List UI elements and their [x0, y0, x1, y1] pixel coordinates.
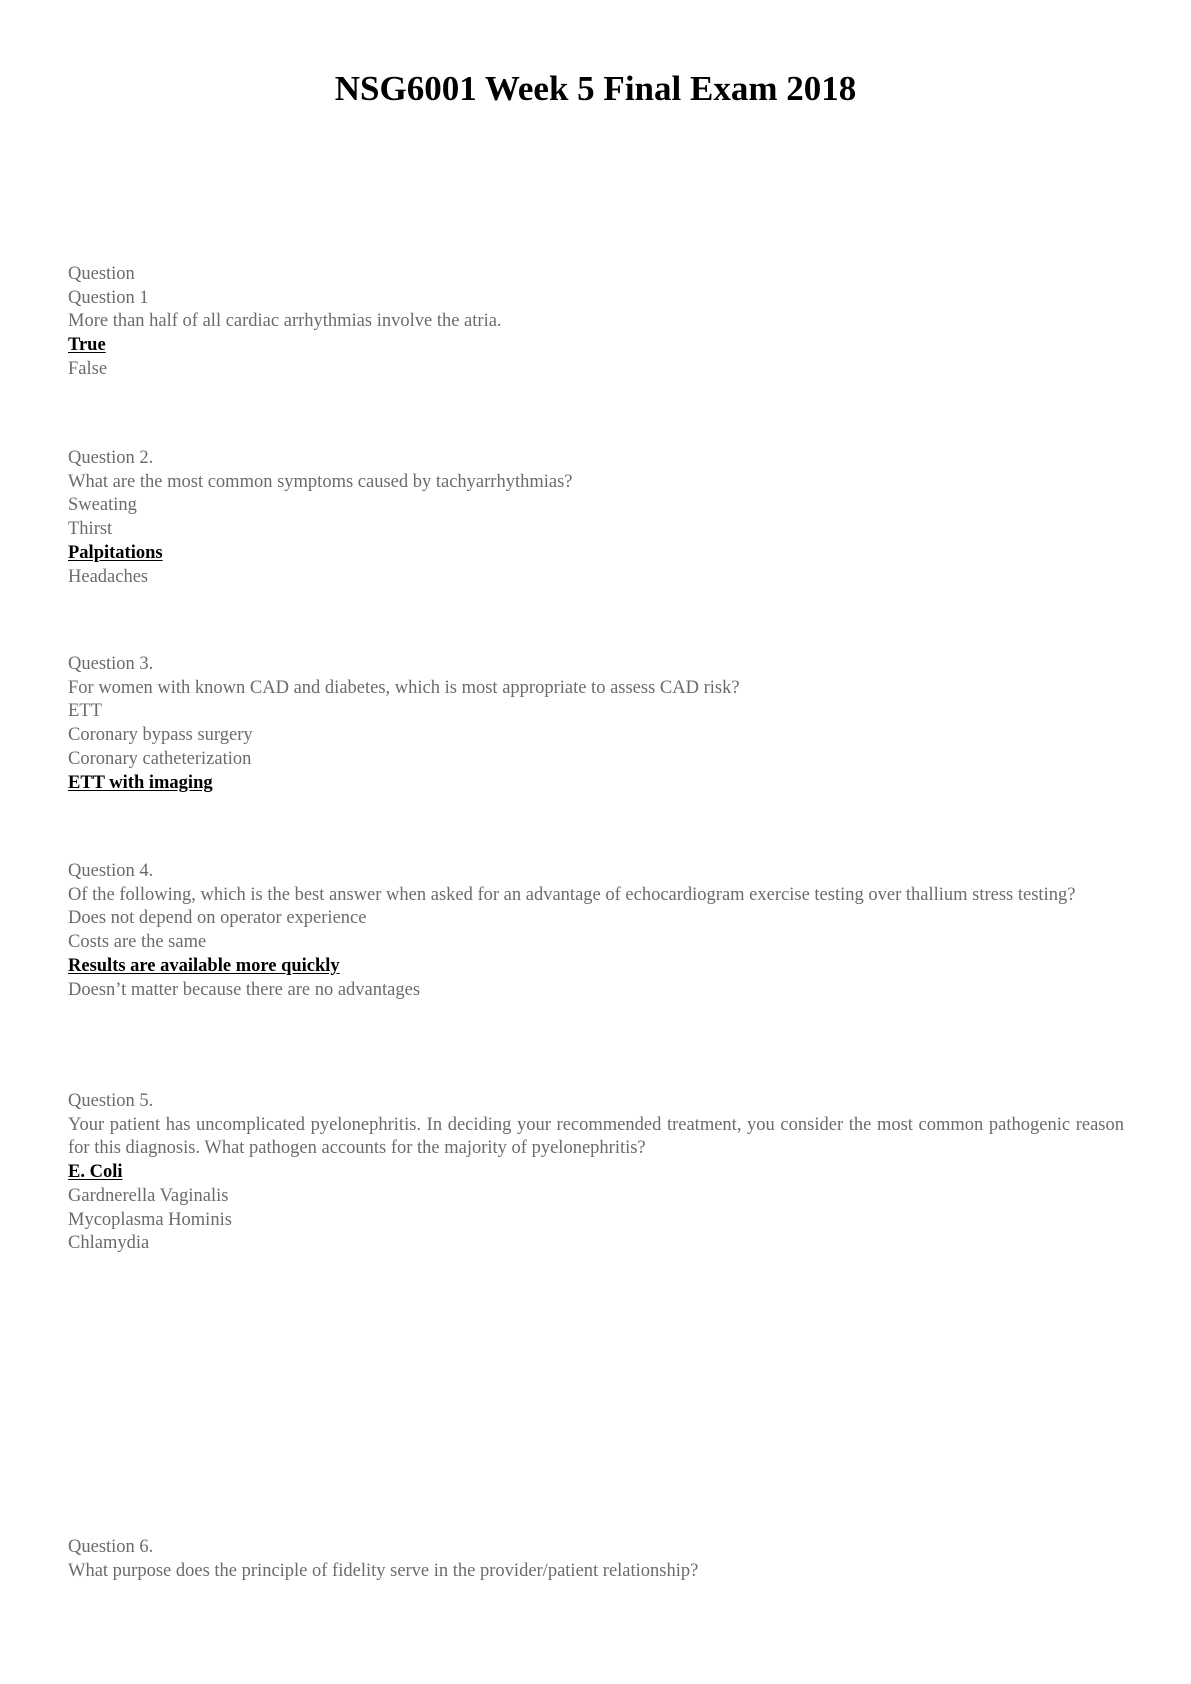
question-stem: What are the most common symptoms caused by tachyarrhythmias?: [68, 471, 573, 492]
answer-option: Mycoplasma Hominis: [68, 1209, 232, 1230]
question-block: [68, 263, 1124, 382]
answer-option: Does not depend on operator experience: [68, 908, 367, 929]
question-stem: Of the following, which is the best answer when asked for an advantage of echocardiogram exercise testing over thallium stress testing?: [68, 884, 1076, 905]
question-number: Question 3.: [68, 654, 154, 674]
answer-option: Headaches: [68, 566, 149, 587]
answer-option: Doesn’t matter because there are no advantages: [68, 979, 421, 1000]
answer-option: Gardnerella Vaginalis: [68, 1185, 229, 1206]
question-block: [68, 1090, 1124, 1256]
question-label: Question: [68, 264, 135, 284]
answer-option: Thirst: [68, 519, 113, 540]
question-number: Question 1: [68, 287, 149, 308]
answer-option: False: [68, 358, 108, 379]
document-title: NSG6001 Week 5 Final Exam 2018: [334, 69, 857, 108]
answer-option-correct: Results are available more quickly: [68, 955, 340, 976]
answer-option: Coronary bypass surgery: [68, 725, 253, 746]
question-number: Question 6.: [68, 1537, 154, 1557]
answer-option: Sweating: [68, 495, 137, 516]
question-number: Question 2.: [68, 448, 154, 468]
question-block: [68, 860, 1124, 1002]
question-block: [68, 1536, 1124, 1583]
answer-option-correct: True: [68, 335, 106, 356]
answer-option: Costs are the same: [68, 932, 207, 953]
answer-option-correct: Palpitations: [68, 542, 163, 563]
answer-option: Coronary catheterization: [68, 748, 252, 769]
question-stem: Your patient has uncomplicated pyelonephritis. In deciding your recommended treatment, you consider the most common pathogenic reason for this diagnosis. What pathogen accounts for the majority of pyelonephritis?: [68, 1114, 1124, 1159]
question-block: [68, 653, 1124, 795]
question-block: [68, 447, 1124, 589]
question-stem: What purpose does the principle of fidelity serve in the provider/patient relationship?: [68, 1560, 699, 1581]
answer-option: Chlamydia: [68, 1233, 150, 1254]
question-number: Question 4.: [68, 861, 154, 881]
question-stem: More than half of all cardiac arrhythmias involve the atria.: [68, 311, 502, 332]
answer-option: ETT: [68, 701, 102, 722]
question-number: Question 5.: [68, 1091, 154, 1111]
answer-option-correct: ETT with imaging: [68, 772, 213, 793]
answer-option-correct: E. Coli: [68, 1162, 123, 1183]
question-stem: For women with known CAD and diabetes, which is most appropriate to assess CAD risk?: [68, 677, 740, 698]
